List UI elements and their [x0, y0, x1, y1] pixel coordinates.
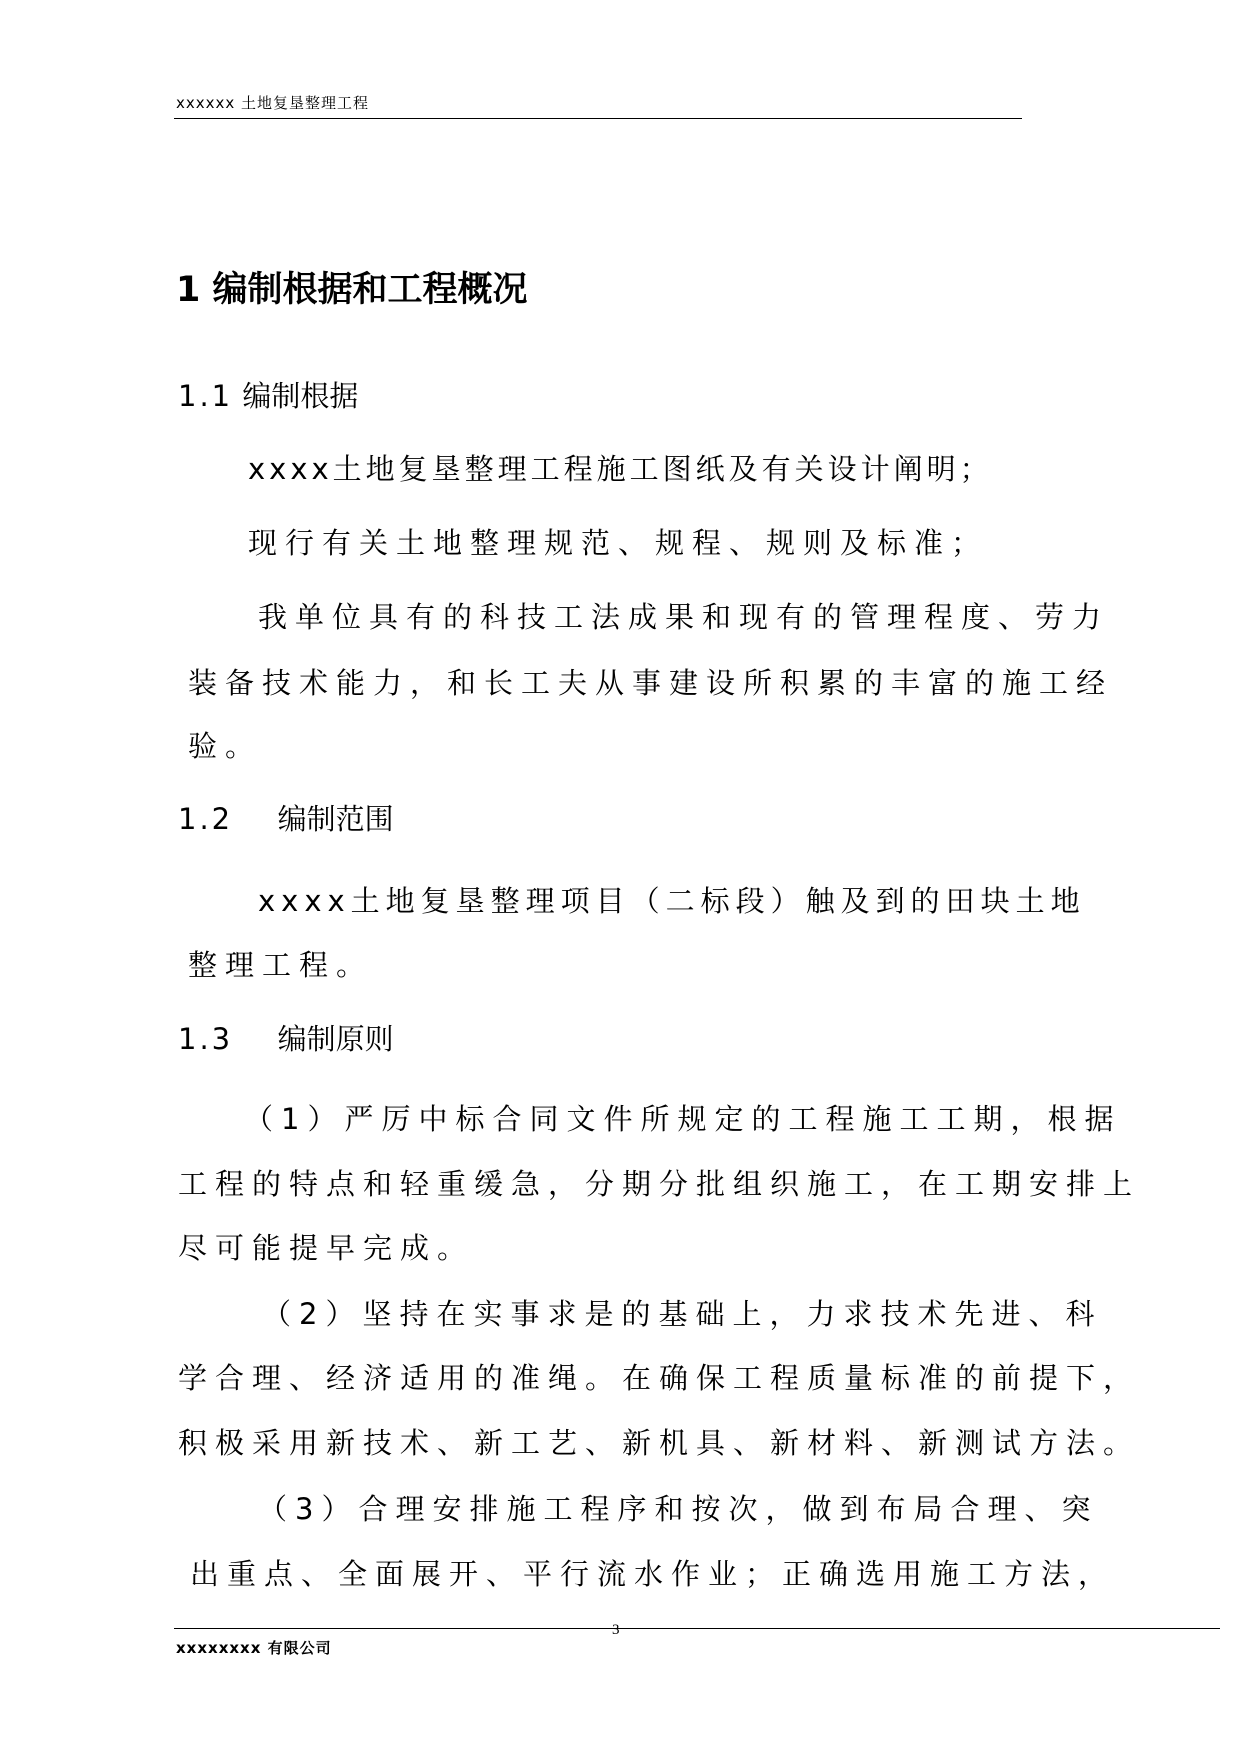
- paragraph-line: 整理工程。: [188, 948, 374, 982]
- paragraph-line: 装备技术能力，和长工夫从事建设所积累的丰富的施工经: [188, 666, 1114, 700]
- section-heading-1-2: [178, 797, 394, 838]
- paragraph-line: （1）严厉中标合同文件所规定的工程施工工期，根据: [244, 1102, 1122, 1136]
- section-number: 1.2: [178, 802, 234, 836]
- running-header: xxxxxx 土地复垦整理工程: [176, 94, 370, 112]
- paragraph-line: 积极采用新技术、新工艺、新机具、新材料、新测试方法。: [178, 1426, 1141, 1460]
- paragraph-line: 工程的特点和轻重缓急，分期分批组织施工，在工期安排上: [178, 1167, 1141, 1201]
- section-number: 1.1: [178, 379, 234, 413]
- paragraph-line: 现行有关土地整理规范、规程、规则及标准；: [248, 526, 989, 560]
- paragraph-line: xxxx土地复垦整理项目（二标段）触及到的田块土地: [258, 884, 1086, 918]
- paragraph-line: 学合理、经济适用的准绳。在确保工程质量标准的前提下，: [178, 1361, 1141, 1395]
- paragraph-line: 出重点、全面展开、平行流水作业；正确选用施工方法，: [190, 1557, 1116, 1591]
- section-heading-1-3: [178, 1017, 394, 1058]
- paragraph-line: 验。: [188, 729, 263, 763]
- paragraph-line: xxxx土地复垦整理工程施工图纸及有关设计阐明；: [248, 452, 993, 486]
- section-title: 编制范围: [277, 802, 394, 836]
- paragraph-line: （2）坚持在实事求是的基础上，力求技术先进、科: [262, 1297, 1103, 1331]
- section-number: 1.3: [178, 1022, 234, 1056]
- paragraph-line: （3）合理安排施工程序和按次，做到布局合理、突: [258, 1492, 1099, 1526]
- chapter-title: 1 编制根据和工程概况: [176, 270, 528, 310]
- section-heading-1-1: [178, 374, 358, 415]
- paragraph-line: 我单位具有的科技工法成果和现有的管理程度、劳力: [258, 600, 1110, 634]
- footer-company: xxxxxxxx 有限公司: [176, 1639, 332, 1657]
- section-title: 编制根据: [242, 379, 359, 413]
- section-title: 编制原则: [277, 1022, 394, 1056]
- paragraph-line: 尽可能提早完成。: [178, 1231, 475, 1265]
- page-number: 3: [612, 1622, 620, 1638]
- footer-divider: [174, 1628, 1220, 1629]
- header-divider: [174, 118, 1022, 119]
